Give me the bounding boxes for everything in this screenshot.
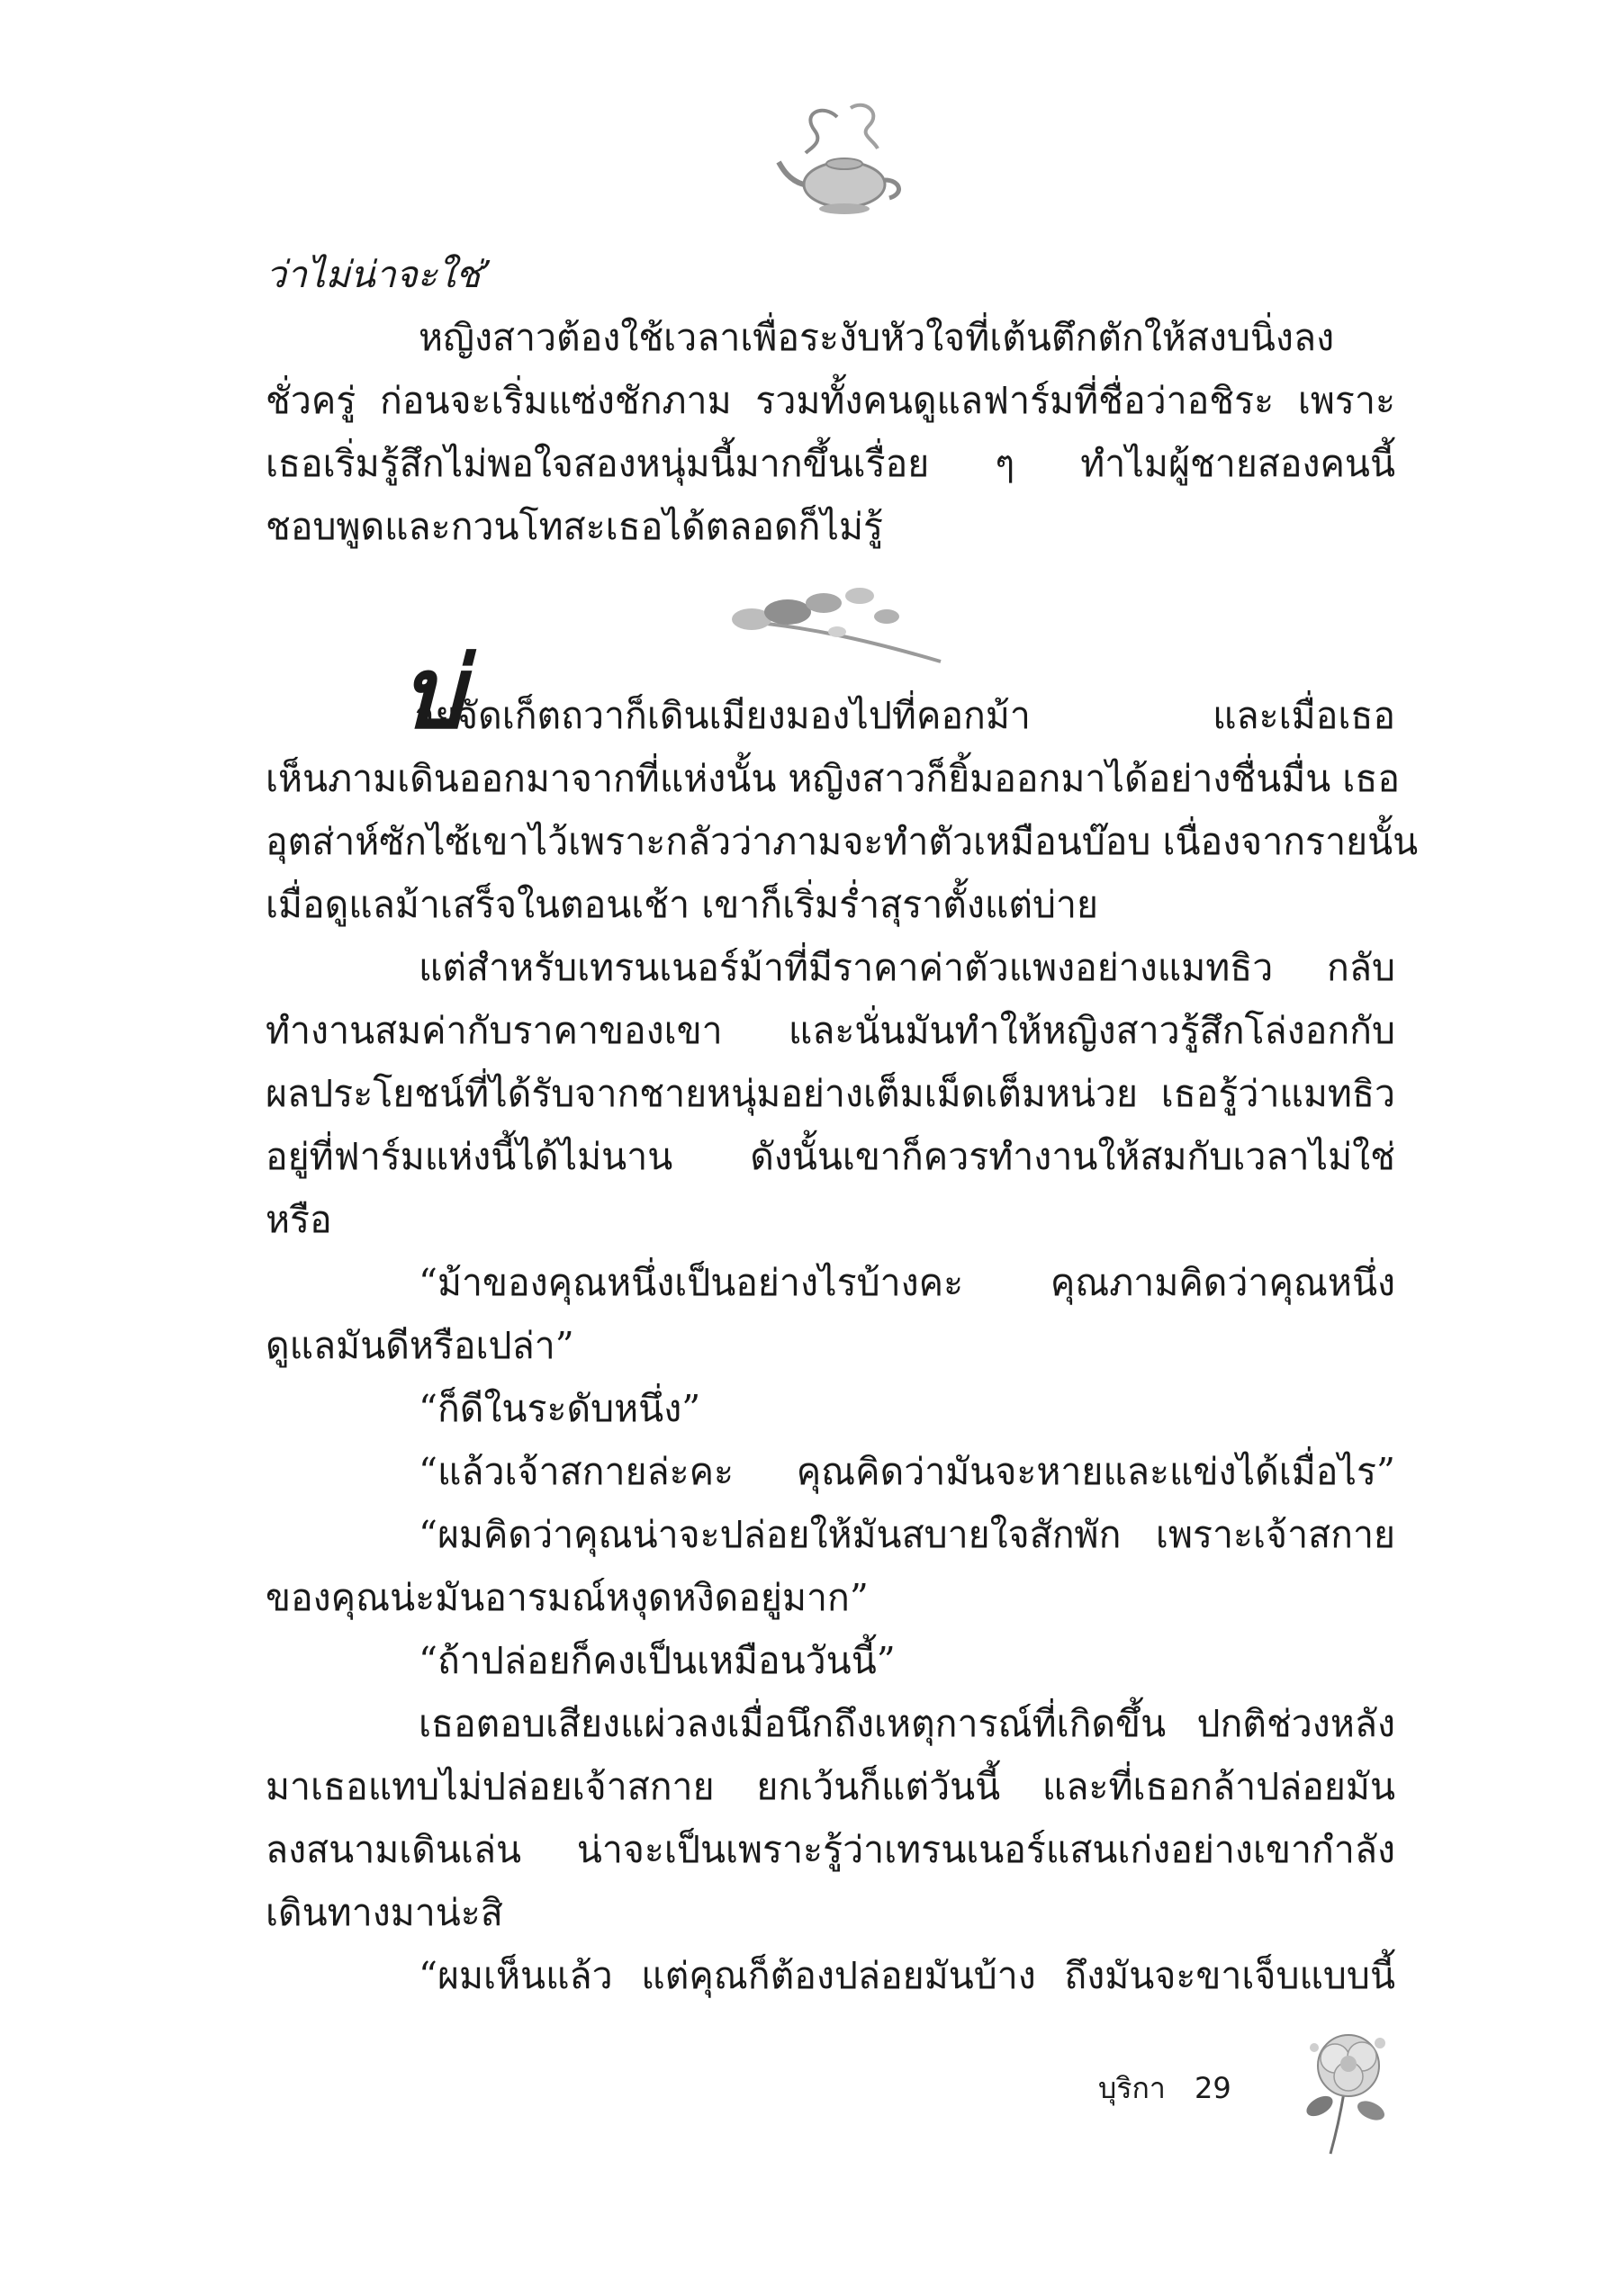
text-line: ว่าไม่น่าจะใช่’ (266, 253, 492, 296)
text-line: ดูแลมันดีหรือเปล่า” (266, 1324, 574, 1367)
text-line: อุตส่าห์ซักไซ้เขาไว้เพราะกลัวว่าภามจะทำตัวเหมือนบ๊อบ เนื่องจากรายนั้น (266, 820, 1419, 863)
drop-cap: บ่ (401, 635, 464, 751)
text-line: เธอตอบเสียงแผ่วลงเมื่อนึกถึงเหตุการณ์ที่เกิดขึ้น ปกติช่วงหลัง (419, 1702, 1395, 1745)
teapot-icon (774, 99, 909, 225)
text-line: มาเธอแทบไม่ปล่อยเจ้าสกาย ยกเว้นก็แต่วันนี้ และที่เธอกล้าปล่อยมัน (266, 1765, 1395, 1808)
flower-icon (1294, 2021, 1402, 2156)
text-line: ชอบพูดและกวนโทสะเธอได้ตลอดก็ไม่รู้ (266, 505, 884, 548)
text-line: ชั่วครู่ ก่อนจะเริ่มแซ่งชักภาม รวมทั้งคนดูแลฟาร์มที่ชื่อว่าอชิระ เพราะ (266, 379, 1395, 422)
text-line: เห็นภามเดินออกมาจากที่แห่งนั้น หญิงสาวก็ยิ้มออกมาได้อย่างชื่นมื่น เธอ (266, 757, 1400, 800)
author-name: บุริกา (1098, 2071, 1166, 2105)
text-line: เธอเริ่มรู้สึกไม่พอใจสองหนุ่มนี้มากขึ้นเรื่อย ๆ ทำไมผู้ชายสองคนนี้ (266, 442, 1395, 485)
text-line: “ผมคิดว่าคุณน่าจะปล่อยให้มันสบายใจสักพัก เพราะเจ้าสกาย (419, 1513, 1395, 1556)
text-line: ของคุณน่ะมันอารมณ์หงุดหงิดอยู่มาก” (266, 1576, 869, 1619)
paragraph-block-1 (266, 243, 1395, 558)
text-line: “ม้าของคุณหนึ่งเป็นอย่างไรบ้างคะ คุณภามคิดว่าคุณหนึ่ง (419, 1261, 1395, 1304)
dropcap-line (266, 635, 1395, 751)
text-line: ทำงานสมค่ากับราคาของเขา และนั่นมันทำให้หญิงสาวรู้สึกโล่งอกกับ (266, 1009, 1395, 1052)
page-footer (1098, 2070, 1287, 2106)
text-line: “ผมเห็นแล้ว แต่คุณก็ต้องปล่อยมันบ้าง ถึงมันจะขาเจ็บแบบนี้ (419, 1954, 1395, 1997)
rose-divider-icon (702, 576, 963, 675)
text-line: ลงสนามเดินเล่น น่าจะเป็นเพราะรู้ว่าเทรนเนอร์แสนเก่งอย่างเขากำลัง (266, 1828, 1395, 1871)
dropcap-rest: ายจัดเก็ตถวาก็เดินเมียงมองไปที่คอกม้า และเมื่อเธอ (414, 694, 1395, 737)
text-line: ผลประโยชน์ที่ได้รับจากชายหนุ่มอย่างเต็มเม็ดเต็มหน่วย เธอรู้ว่าแมทธิว (266, 1072, 1395, 1115)
text-line: หรือ (266, 1198, 332, 1241)
text-line: “แล้วเจ้าสกายล่ะคะ คุณคิดว่ามันจะหายและแข่งได้เมื่อไร” (419, 1450, 1395, 1493)
paragraph-block-2 (266, 635, 1419, 2007)
text-line: แต่สำหรับเทรนเนอร์ม้าที่มีราคาค่าตัวแพงอย่างแมทธิว กลับ (419, 946, 1395, 989)
page-number: 29 (1195, 2071, 1231, 2105)
text-line: เดินทางมาน่ะสิ (266, 1891, 503, 1934)
text-line: “ถ้าปล่อยก็คงเป็นเหมือนวันนี้” (419, 1639, 896, 1682)
text-line: เมื่อดูแลม้าเสร็จในตอนเช้า เขาก็เริ่มร่ำสุราตั้งแต่บ่าย (266, 883, 1099, 926)
text-line: อยู่ที่ฟาร์มแห่งนี้ได้ไม่นาน ดังนั้นเขาก็ควรทำงานให้สมกับเวลาไม่ใช่ (266, 1135, 1395, 1178)
text-line: หญิงสาวต้องใช้เวลาเพื่อระงับหัวใจที่เต้นตึกตักให้สงบนิ่งลง (419, 316, 1335, 359)
text-line: “ก็ดีในระดับหนึ่ง” (419, 1387, 701, 1430)
